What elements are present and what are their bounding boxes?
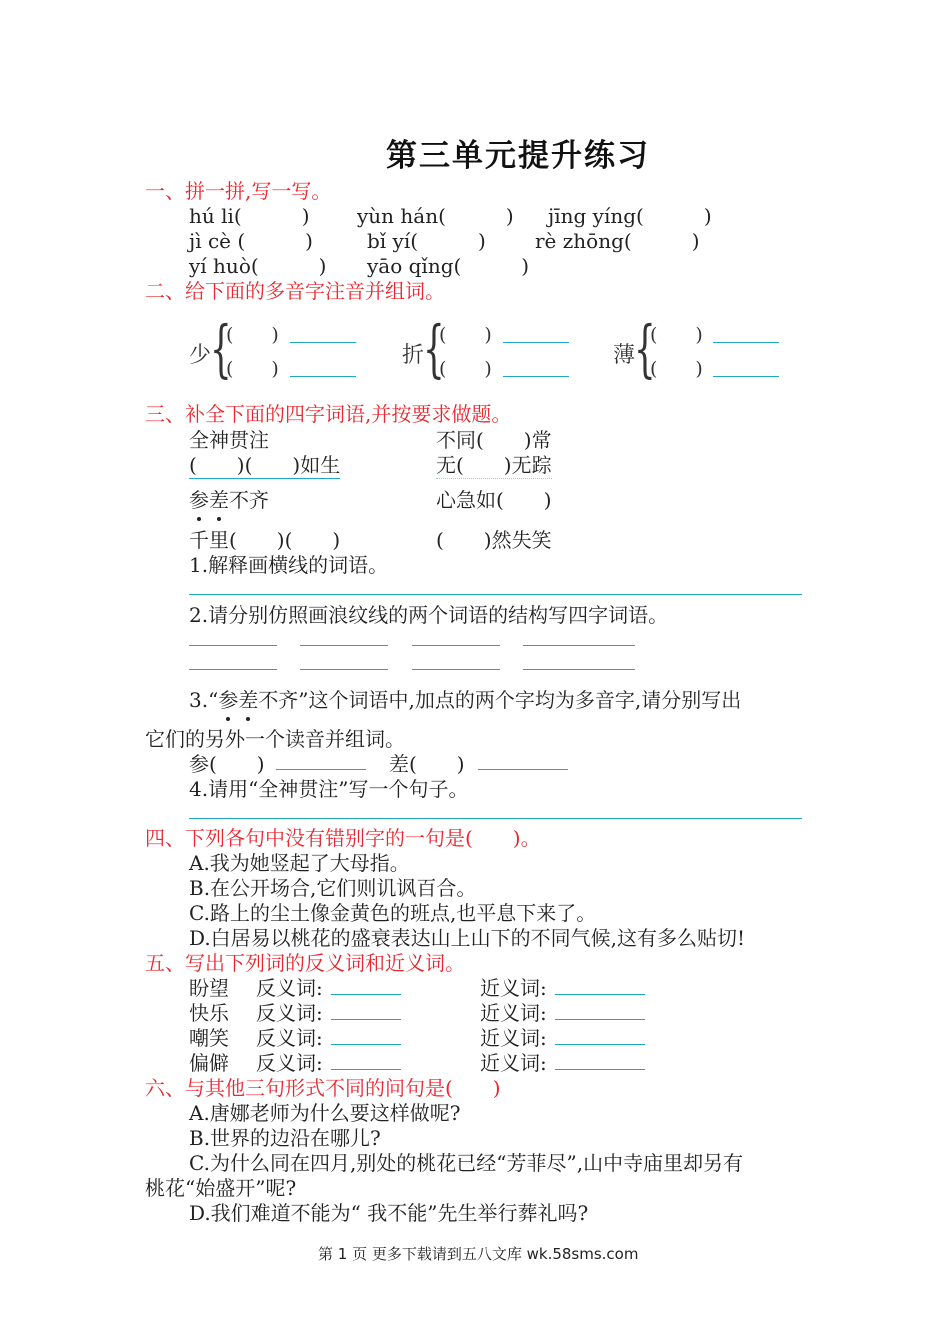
answer-line[interactable]	[331, 1019, 401, 1020]
question-3-line2: 它们的另外一个读音并组词。	[145, 727, 405, 751]
synonym-label: 近义词:	[480, 1001, 547, 1025]
polyphone-char: 薄	[613, 343, 636, 368]
idiom-wavy: 无( )无踪	[436, 449, 552, 479]
idiom: 全神贯注	[189, 428, 269, 452]
idiom-underlined: ( )( )如生	[189, 449, 340, 479]
pinyin-item: rè zhōng( )	[535, 229, 700, 253]
answer-line[interactable]	[331, 1044, 401, 1045]
pinyin-paren: ( )	[650, 324, 703, 346]
answer-line[interactable]	[523, 645, 635, 646]
option-a: A.唐娜老师为什么要这样做呢?	[189, 1101, 461, 1125]
synonym-label: 近义词:	[480, 1026, 547, 1050]
idiom: 不同( )常	[436, 428, 552, 452]
option-c-continued: 桃花“始盛开”呢?	[145, 1176, 297, 1200]
answer-line[interactable]	[555, 1069, 645, 1070]
pinyin-paren: ( )	[226, 358, 279, 380]
question-1: 1.解释画横线的词语。	[189, 553, 389, 577]
word: 快乐	[189, 1001, 229, 1025]
answer-line[interactable]	[189, 645, 277, 646]
section-4-heading: 四、下列各句中没有错别字的一句是( )。	[145, 826, 541, 850]
option-c: C.路上的尘土像金黄色的班点,也平息下来了。	[189, 901, 597, 925]
answer-line[interactable]	[300, 669, 388, 670]
pinyin-paren: ( )	[439, 358, 492, 380]
pinyin-paren: ( )	[650, 358, 703, 380]
answer-line[interactable]	[503, 376, 569, 377]
antonym-label: 反义词:	[256, 976, 323, 1000]
question-4: 4.请用“全神贯注”写一个句子。	[189, 777, 469, 801]
dotted-char: 差	[238, 688, 259, 712]
pinyin-item: yùn hán( )	[357, 204, 514, 228]
idiom-dotted	[189, 484, 269, 513]
answer-line[interactable]	[331, 994, 401, 995]
section-3-heading: 三、补全下面的四字词语,并按要求做题。	[145, 402, 512, 426]
left-brace-icon: {	[210, 312, 232, 385]
polyphone-char: 少	[189, 343, 212, 368]
word: 偏僻	[189, 1051, 229, 1075]
answer-line[interactable]	[555, 1019, 645, 1020]
section-2-heading: 二、给下面的多音字注音并组词。	[145, 279, 445, 303]
pinyin-item: jì cè ( )	[189, 229, 313, 253]
word: 嘲笑	[189, 1026, 229, 1050]
answer-line[interactable]	[713, 342, 779, 343]
answer-line[interactable]	[523, 669, 635, 670]
dotted-char: 参	[218, 688, 239, 712]
synonym-label: 近义词:	[480, 1051, 547, 1075]
dotted-char: 参	[189, 488, 209, 512]
section-5-heading: 五、写出下列词的反义词和近义词。	[145, 951, 465, 975]
answer-line[interactable]	[555, 1044, 645, 1045]
pinyin-item: bǐ yí( )	[367, 229, 486, 253]
idiom: 千里( )( )	[189, 528, 341, 552]
answer-line[interactable]	[276, 769, 366, 770]
answer-line[interactable]	[189, 594, 802, 595]
pinyin-item: jīng yíng( )	[548, 204, 712, 228]
section-1-heading: 一、拼一拼,写一写。	[145, 179, 332, 203]
idiom: 心急如( )	[436, 488, 552, 512]
answer-line[interactable]	[555, 994, 645, 995]
polyphone-char: 折	[402, 343, 425, 368]
pinyin-item: yāo qǐng( )	[367, 254, 530, 278]
option-b: B.在公开场合,它们则讥讽百合。	[189, 876, 477, 900]
page-title: 第三单元提升练习	[386, 138, 650, 174]
question-2: 2.请分别仿照画浪纹线的两个词语的结构写四字词语。	[189, 603, 669, 627]
antonym-label: 反义词:	[256, 1026, 323, 1050]
idiom-rest: 不齐	[229, 488, 269, 512]
answer-line[interactable]	[478, 769, 568, 770]
left-brace-icon: {	[423, 312, 445, 385]
antonym-label: 反义词:	[256, 1001, 323, 1025]
dotted-char: 差	[209, 488, 229, 512]
idiom: ( )然失笑	[436, 528, 552, 552]
question-3-prefix: 3.“	[189, 688, 219, 712]
answer-line[interactable]	[290, 342, 356, 343]
answer-line[interactable]	[290, 376, 356, 377]
reading-can: 参( )	[189, 752, 265, 776]
pinyin-paren: ( )	[226, 324, 279, 346]
question-3-text: 不齐”这个词语中,加点的两个字均为多音字,请分别写出	[258, 688, 742, 712]
section-6-heading: 六、与其他三句形式不同的问句是( )	[145, 1076, 501, 1100]
option-d: D.白居易以桃花的盛衰表达山上山下的不同气候,这有多么贴切!	[189, 926, 746, 950]
left-brace-icon: {	[634, 312, 656, 385]
word: 盼望	[189, 976, 229, 1000]
pinyin-item: hú li( )	[189, 204, 310, 228]
antonym-label: 反义词:	[256, 1051, 323, 1075]
reading-cha: 差( )	[389, 752, 465, 776]
page-footer: 第 1 页 更多下载请到五八文库 wk.58sms.com	[318, 1245, 639, 1263]
answer-line[interactable]	[300, 645, 388, 646]
option-b: B.世界的边沿在哪儿?	[189, 1126, 381, 1150]
answer-line[interactable]	[331, 1069, 401, 1070]
answer-line[interactable]	[503, 342, 569, 343]
pinyin-paren: ( )	[439, 324, 492, 346]
synonym-label: 近义词:	[480, 976, 547, 1000]
answer-line[interactable]	[189, 818, 802, 819]
option-a: A.我为她竖起了大母指。	[189, 851, 410, 875]
answer-line[interactable]	[412, 645, 500, 646]
option-c: C.为什么同在四月,别处的桃花已经“芳菲尽”,山中寺庙里却另有	[189, 1151, 744, 1175]
pinyin-item: yí huò( )	[189, 254, 327, 278]
answer-line[interactable]	[412, 669, 500, 670]
answer-line[interactable]	[189, 669, 277, 670]
question-3	[189, 684, 741, 713]
answer-line[interactable]	[713, 376, 779, 377]
option-d: D.我们难道不能为“ 我不能”先生举行葬礼吗?	[189, 1201, 589, 1225]
